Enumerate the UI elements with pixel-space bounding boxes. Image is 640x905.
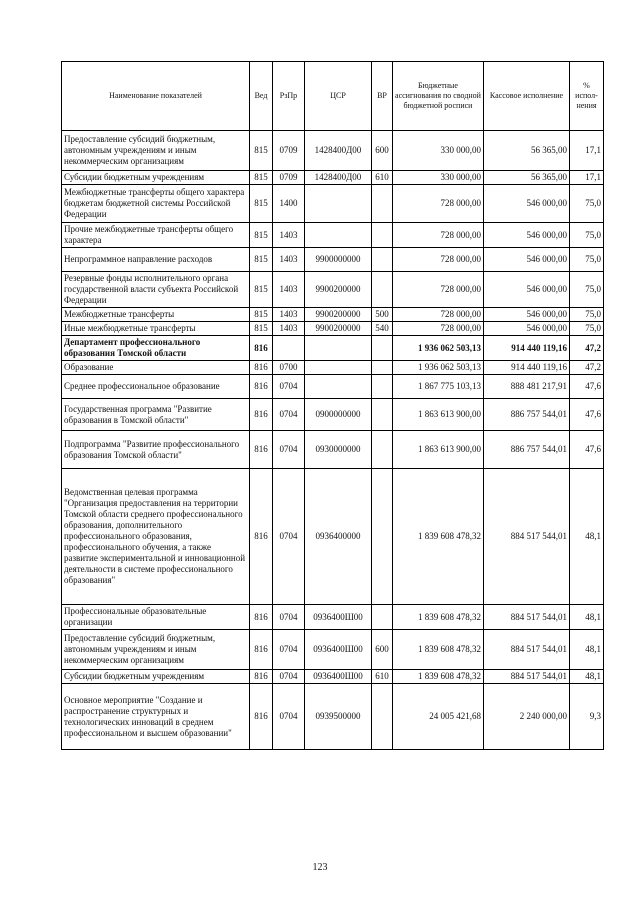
cell-name: Департамент профессионального образования Томской области [62, 336, 250, 361]
cell-cash: 884 517 544,01 [484, 469, 570, 605]
cell-vr [372, 605, 393, 630]
table-row [62, 171, 604, 185]
table-row [62, 605, 604, 630]
cell-vr: 610 [372, 670, 393, 684]
table-row [62, 469, 604, 605]
cell-percent: 48,1 [570, 469, 604, 605]
cell-ved: 816 [250, 361, 273, 375]
cell-cash: 546 000,00 [484, 185, 570, 223]
cell-cash: 546 000,00 [484, 322, 570, 336]
cell-rzpr [273, 336, 305, 361]
cell-rzpr: 0709 [273, 171, 305, 185]
cell-vr: 600 [372, 131, 393, 171]
page-number: 123 [312, 862, 328, 873]
cell-ved: 815 [250, 171, 273, 185]
cell-csr: 9900000000 [305, 248, 372, 272]
table-row [62, 431, 604, 469]
cell-rzpr: 1400 [273, 185, 305, 223]
cell-name: Резервные фонды исполнительного органа государственной власти субъекта Российской Федерации [62, 272, 250, 308]
cell-name: Профессиональные образовательные организации [62, 605, 250, 630]
cell-name: Подпрограмма "Развитие профессионального образования Томской области" [62, 431, 250, 469]
cell-rzpr: 0704 [273, 684, 305, 750]
cell-vr: 500 [372, 308, 393, 322]
table-row [62, 670, 604, 684]
table-row [62, 272, 604, 308]
cell-rzpr: 0709 [273, 131, 305, 171]
cell-csr: 0900000000 [305, 399, 372, 431]
cell-vr [372, 684, 393, 750]
cell-name: Иные межбюджетные трансферты [62, 322, 250, 336]
cell-percent: 75,0 [570, 185, 604, 223]
cell-cash: 884 517 544,01 [484, 630, 570, 670]
cell-ved: 815 [250, 248, 273, 272]
cell-budget: 728 000,00 [393, 248, 484, 272]
cell-percent: 75,0 [570, 322, 604, 336]
cell-name: Основное мероприятие "Создание и распространение структурных и технологических инноваций в среднем профессиональном и высшем образовании" [62, 684, 250, 750]
cell-rzpr: 1403 [273, 308, 305, 322]
cell-vr: 610 [372, 171, 393, 185]
cell-csr: 0936400Ш00 [305, 670, 372, 684]
cell-vr: 540 [372, 322, 393, 336]
cell-budget: 728 000,00 [393, 223, 484, 248]
cell-ved: 816 [250, 399, 273, 431]
cell-rzpr: 0704 [273, 375, 305, 399]
cell-budget: 330 000,00 [393, 171, 484, 185]
cell-name: Непрограммное направление расходов [62, 248, 250, 272]
cell-cash: 56 365,00 [484, 171, 570, 185]
table-row [62, 185, 604, 223]
cell-percent: 48,1 [570, 630, 604, 670]
cell-csr: 1428400Д00 [305, 131, 372, 171]
cell-ved: 815 [250, 308, 273, 322]
cell-ved: 816 [250, 336, 273, 361]
cell-ved: 816 [250, 605, 273, 630]
cell-ved: 816 [250, 630, 273, 670]
cell-vr [372, 469, 393, 605]
cell-csr [305, 336, 372, 361]
cell-rzpr: 1403 [273, 248, 305, 272]
cell-ved: 816 [250, 375, 273, 399]
cell-cash: 888 481 217,91 [484, 375, 570, 399]
cell-budget: 1 839 608 478,32 [393, 469, 484, 605]
cell-budget: 728 000,00 [393, 322, 484, 336]
cell-ved: 815 [250, 322, 273, 336]
cell-percent: 48,1 [570, 605, 604, 630]
cell-name: Субсидии бюджетным учреждениям [62, 171, 250, 185]
cell-percent: 75,0 [570, 248, 604, 272]
header-vr: ВР [372, 62, 393, 131]
cell-cash: 914 440 119,16 [484, 361, 570, 375]
table-row [62, 223, 604, 248]
table-row [62, 630, 604, 670]
cell-name: Межбюджетные трансферты общего характера бюджетам бюджетной системы Российской Федерации [62, 185, 250, 223]
cell-name: Ведомственная целевая программа "Организация предоставления на территории Томской области среднего профессионального образования, дополнительного профессионального образования, профессионального обучения, а также развитие экспериментальной и инновационной деятельности в системе профессионального образования" [62, 469, 250, 605]
cell-csr [305, 375, 372, 399]
cell-rzpr: 0704 [273, 670, 305, 684]
cell-budget: 1 839 608 478,32 [393, 670, 484, 684]
cell-csr: 9900200000 [305, 322, 372, 336]
cell-cash: 884 517 544,01 [484, 670, 570, 684]
table-row [62, 399, 604, 431]
cell-rzpr: 0704 [273, 469, 305, 605]
cell-percent: 47,6 [570, 431, 604, 469]
cell-csr: 9900200000 [305, 308, 372, 322]
cell-percent: 17,1 [570, 131, 604, 171]
cell-vr [372, 336, 393, 361]
cell-percent: 75,0 [570, 308, 604, 322]
cell-budget: 24 005 421,68 [393, 684, 484, 750]
cell-ved: 816 [250, 431, 273, 469]
cell-name: Образование [62, 361, 250, 375]
table-row [62, 131, 604, 171]
cell-vr: 600 [372, 630, 393, 670]
cell-budget: 1 936 062 503,13 [393, 336, 484, 361]
cell-csr [305, 361, 372, 375]
table-row [62, 375, 604, 399]
cell-budget: 1 867 775 103,13 [393, 375, 484, 399]
table-row [62, 308, 604, 322]
cell-rzpr: 0704 [273, 605, 305, 630]
cell-percent: 48,1 [570, 670, 604, 684]
cell-cash: 914 440 119,16 [484, 336, 570, 361]
cell-ved: 816 [250, 670, 273, 684]
cell-vr [372, 375, 393, 399]
header-budget: Бюджетные ассигнования по сводной бюджетной росписи [393, 62, 484, 131]
cell-ved: 815 [250, 185, 273, 223]
cell-ved: 816 [250, 469, 273, 605]
cell-name: Предоставление субсидий бюджетным, автономным учреждениям и иным некоммерческим организациям [62, 630, 250, 670]
cell-csr [305, 185, 372, 223]
cell-vr [372, 185, 393, 223]
cell-vr [372, 361, 393, 375]
cell-name: Государственная программа "Развитие образования в Томской области" [62, 399, 250, 431]
table-header-row [62, 62, 604, 131]
cell-budget: 728 000,00 [393, 308, 484, 322]
cell-csr: 0936400Ш00 [305, 630, 372, 670]
header-rzpr: РзПр [273, 62, 305, 131]
cell-rzpr: 0700 [273, 361, 305, 375]
table-body [62, 131, 604, 750]
cell-budget: 728 000,00 [393, 185, 484, 223]
table-row [62, 322, 604, 336]
cell-rzpr: 1403 [273, 322, 305, 336]
cell-budget: 728 000,00 [393, 272, 484, 308]
cell-percent: 47,6 [570, 399, 604, 431]
cell-cash: 546 000,00 [484, 308, 570, 322]
cell-name: Межбюджетные трансферты [62, 308, 250, 322]
cell-cash: 884 517 544,01 [484, 605, 570, 630]
cell-name: Прочие межбюджетные трансферты общего характера [62, 223, 250, 248]
cell-budget: 1 936 062 503,13 [393, 361, 484, 375]
cell-percent: 17,1 [570, 171, 604, 185]
cell-budget: 1 863 613 900,00 [393, 431, 484, 469]
table-row [62, 361, 604, 375]
cell-rzpr: 1403 [273, 272, 305, 308]
cell-ved: 815 [250, 131, 273, 171]
cell-name: Субсидии бюджетным учреждениям [62, 670, 250, 684]
cell-percent: 75,0 [570, 223, 604, 248]
cell-csr: 0936400Ш00 [305, 605, 372, 630]
cell-csr: 0936400000 [305, 469, 372, 605]
cell-rzpr: 0704 [273, 630, 305, 670]
cell-ved: 816 [250, 684, 273, 750]
cell-vr [372, 223, 393, 248]
cell-cash: 886 757 544,01 [484, 399, 570, 431]
header-name: Наименование показателей [62, 62, 250, 131]
cell-name: Среднее профессиональное образование [62, 375, 250, 399]
header-percent: % испол-нения [570, 62, 604, 131]
cell-percent: 47,2 [570, 361, 604, 375]
cell-budget: 1 863 613 900,00 [393, 399, 484, 431]
cell-rzpr: 0704 [273, 399, 305, 431]
cell-cash: 56 365,00 [484, 131, 570, 171]
cell-cash: 2 240 000,00 [484, 684, 570, 750]
cell-csr: 0930000000 [305, 431, 372, 469]
header-ved: Вед [250, 62, 273, 131]
cell-percent: 9,3 [570, 684, 604, 750]
cell-cash: 546 000,00 [484, 248, 570, 272]
header-csr: ЦСР [305, 62, 372, 131]
cell-cash: 546 000,00 [484, 272, 570, 308]
cell-vr [372, 431, 393, 469]
cell-name: Предоставление субсидий бюджетным, автономным учреждениям и иным некоммерческим организациям [62, 131, 250, 171]
cell-vr [372, 272, 393, 308]
cell-ved: 815 [250, 272, 273, 308]
cell-percent: 47,2 [570, 336, 604, 361]
table-row [62, 248, 604, 272]
cell-csr: 1428400Д00 [305, 171, 372, 185]
header-cash: Кассовое исполнение [484, 62, 570, 131]
cell-budget: 330 000,00 [393, 131, 484, 171]
cell-rzpr: 0704 [273, 431, 305, 469]
cell-csr: 0939500000 [305, 684, 372, 750]
cell-csr [305, 223, 372, 248]
cell-percent: 47,6 [570, 375, 604, 399]
cell-vr [372, 248, 393, 272]
cell-percent: 75,0 [570, 272, 604, 308]
cell-vr [372, 399, 393, 431]
cell-rzpr: 1403 [273, 223, 305, 248]
cell-cash: 886 757 544,01 [484, 431, 570, 469]
cell-budget: 1 839 608 478,32 [393, 630, 484, 670]
cell-budget: 1 839 608 478,32 [393, 605, 484, 630]
budget-execution-table [61, 61, 604, 750]
table-row [62, 684, 604, 750]
table-row [62, 336, 604, 361]
cell-csr: 9900200000 [305, 272, 372, 308]
cell-cash: 546 000,00 [484, 223, 570, 248]
cell-ved: 815 [250, 223, 273, 248]
